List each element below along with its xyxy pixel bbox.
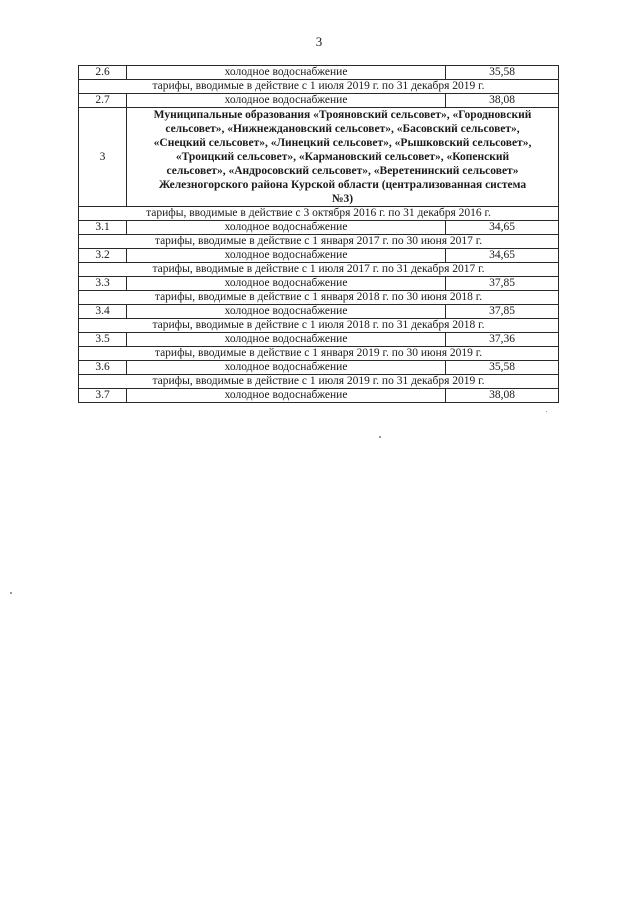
service-name: холодное водоснабжение — [127, 277, 446, 291]
municipality-line: сельсовет», «Андросовский сельсовет», «Веретенинский сельсовет» — [166, 165, 519, 177]
scan-speck — [379, 436, 381, 438]
table-row — [79, 333, 559, 347]
tariff-table — [78, 65, 559, 403]
tariff-value: 34,65 — [446, 249, 559, 263]
row-number: 3.6 — [79, 361, 127, 375]
service-name: холодное водоснабжение — [127, 94, 446, 108]
period-text: тарифы, вводимые в действие с 1 июля 2019 г. по 31 декабря 2019 г. — [79, 375, 559, 389]
table-row — [79, 277, 559, 291]
table-row — [79, 389, 559, 403]
service-name: холодное водоснабжение — [127, 361, 446, 375]
period-text: тарифы, вводимые в действие с 1 января 2018 г. по 30 июня 2018 г. — [79, 291, 559, 305]
service-name: холодное водоснабжение — [127, 249, 446, 263]
row-number: 3.2 — [79, 249, 127, 263]
period-row — [79, 347, 559, 361]
table-row — [79, 221, 559, 235]
period-row — [79, 235, 559, 249]
period-text: тарифы, вводимые в действие с 1 января 2017 г. по 30 июня 2017 г. — [79, 235, 559, 249]
period-text: тарифы, вводимые в действие с 1 июля 2018 г. по 31 декабря 2018 г. — [79, 319, 559, 333]
row-number: 2.7 — [79, 94, 127, 108]
scan-speck — [10, 592, 12, 594]
municipality-line: Муниципальные образования «Трояновский сельсовет», «Городновский — [153, 109, 532, 121]
tariff-value: 38,08 — [446, 389, 559, 403]
municipality-row — [79, 108, 559, 207]
tariff-value: 35,58 — [446, 361, 559, 375]
section-number: 3 — [79, 108, 127, 207]
period-text: тарифы, вводимые в действие с 3 октября 2016 г. по 31 декабря 2016 г. — [79, 207, 559, 221]
municipality-description — [127, 108, 559, 207]
municipality-line: сельсовет», «Нижнеждановский сельсовет», «Басовский сельсовет», — [165, 123, 520, 135]
row-number: 3.5 — [79, 333, 127, 347]
table-row — [79, 66, 559, 80]
tariff-value: 37,85 — [446, 277, 559, 291]
page-number: 3 — [315, 34, 323, 49]
table-row — [79, 305, 559, 319]
municipality-line: Железногорского района Курской области (централизованная система — [158, 179, 527, 191]
tariff-value: 37,85 — [446, 305, 559, 319]
period-row — [79, 291, 559, 305]
row-number: 3.4 — [79, 305, 127, 319]
service-name: холодное водоснабжение — [127, 221, 446, 235]
period-text: тарифы, вводимые в действие с 1 января 2019 г. по 30 июня 2019 г. — [79, 347, 559, 361]
service-name: холодное водоснабжение — [127, 389, 446, 403]
municipality-line: «Снецкий сельсовет», «Линецкий сельсовет», «Рышковский сельсовет», — [153, 137, 532, 149]
tariff-value: 38,08 — [446, 94, 559, 108]
table-row — [79, 94, 559, 108]
service-name: холодное водоснабжение — [127, 305, 446, 319]
scan-speck — [546, 411, 547, 412]
service-name: холодное водоснабжение — [127, 66, 446, 80]
row-number: 2.6 — [79, 66, 127, 80]
municipality-line: «Троицкий сельсовет», «Кармановский сельсовет», «Копенский — [175, 151, 510, 163]
municipality-line: №3) — [331, 193, 354, 205]
period-text: тарифы, вводимые в действие с 1 июля 2019 г. по 31 декабря 2019 г. — [79, 80, 559, 94]
period-row — [79, 375, 559, 389]
table-row — [79, 361, 559, 375]
row-number: 3.3 — [79, 277, 127, 291]
tariff-value: 34,65 — [446, 221, 559, 235]
tariff-value: 37,36 — [446, 333, 559, 347]
period-row — [79, 80, 559, 94]
period-row — [79, 263, 559, 277]
period-row — [79, 319, 559, 333]
row-number: 3.1 — [79, 221, 127, 235]
period-row — [79, 207, 559, 221]
service-name: холодное водоснабжение — [127, 333, 446, 347]
table-row — [79, 249, 559, 263]
row-number: 3.7 — [79, 389, 127, 403]
tariff-value: 35,58 — [446, 66, 559, 80]
period-text: тарифы, вводимые в действие с 1 июля 2017 г. по 31 декабря 2017 г. — [79, 263, 559, 277]
